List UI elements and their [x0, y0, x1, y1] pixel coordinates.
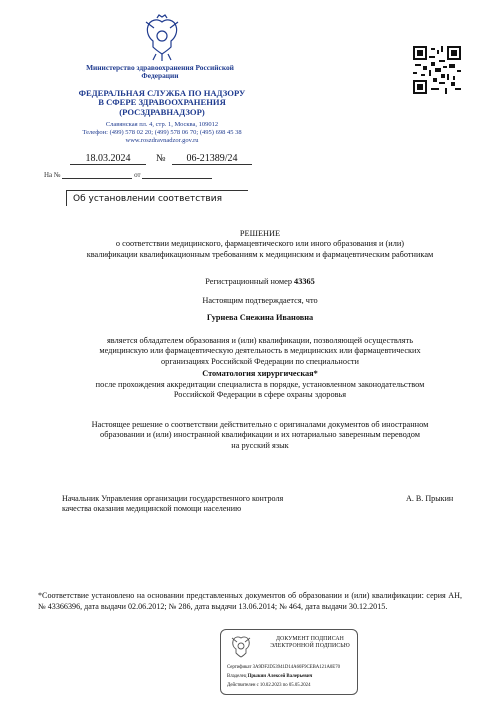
- holder-line2: медицинскую или фармацевтическую деятельность в медицинских или фармацевтических: [99, 346, 421, 356]
- stamp-title-line2: ЭЛЕКТРОННОЙ ПОДПИСЬЮ: [270, 643, 350, 649]
- holder-line1: является обладателем образования и (или) квалификации, позволяющей осуществлять: [106, 336, 414, 345]
- from-label: от: [134, 171, 141, 179]
- owner-value: Прыкин Алексей Валерьевич: [247, 674, 313, 679]
- cert-label: Сертификат: [227, 665, 252, 670]
- reg-label: Регистрационный номер: [205, 277, 292, 286]
- ministry-name: Министерство здравоохранения Российской Федерации: [86, 63, 234, 81]
- e-signature-stamp: [220, 629, 358, 695]
- reference-row: [44, 170, 212, 179]
- ref-number-blank: [62, 170, 132, 179]
- phones: Телефон: (499) 578 02 20; (499) 578 06 70; (495) 698 45 38: [82, 128, 242, 136]
- address: Славянская пл. 4, стр. 1, Москва, 109012: [105, 121, 219, 128]
- specialty: Стоматология хирургическая*: [202, 369, 318, 378]
- coat-of-arms-emblem: [140, 14, 184, 64]
- stamp-validity: Действителен с 10.02.2023 по 05.05.2024: [227, 683, 311, 688]
- decision-title: РЕШЕНИЕ: [239, 229, 281, 238]
- holder-line3: организациях Российской Федерации по специальности: [161, 356, 359, 366]
- accreditation-text: [50, 380, 470, 401]
- document-number: [172, 153, 252, 165]
- cert-value: 3A9DF2D53941D14A60F9CEBA121A0E70: [252, 665, 341, 670]
- service-name: [52, 89, 272, 117]
- accr-line2: Российской Федерации в сфере охраны здоровья: [173, 390, 347, 400]
- date-value: 18.03.2024: [70, 153, 146, 165]
- person-name: Гурнева Снежина Ивановна: [206, 313, 314, 322]
- number-value: 06-21389/24: [172, 153, 252, 165]
- document-subject: Об установлении соответствия: [66, 190, 248, 206]
- decision-line2: квалификации квалификационным требованиям к медицинским и фармацевтическим работникам: [86, 249, 434, 259]
- contact-block: [52, 121, 272, 144]
- owner-label: Владелец: [227, 674, 247, 679]
- decision-line1: о соответствии медицинского, фармацевтического или иного образования и (или): [115, 239, 405, 249]
- service-line1: ФЕДЕРАЛЬНАЯ СЛУЖБА ПО НАДЗОРУ: [78, 88, 246, 98]
- validity-text: [50, 420, 470, 451]
- document-date: [70, 153, 146, 165]
- from-date-blank: [142, 170, 212, 179]
- decision-heading: [50, 229, 470, 260]
- qr-code: [413, 46, 461, 94]
- stamp-title: [265, 636, 355, 650]
- valid-line3: на русский язык: [231, 440, 289, 450]
- signer-position-line1: Начальник Управления организации государственного контроля: [62, 494, 284, 503]
- signer-name: А. В. Прыкин: [406, 494, 454, 503]
- service-line3: (РОСЗДРАВНАДЗОР): [119, 106, 205, 117]
- service-line2: В СФЕРЕ ЗДРАВООХРАНЕНИЯ: [98, 97, 226, 108]
- stamp-certificate: [227, 665, 340, 670]
- stamp-emblem-icon: [229, 634, 253, 660]
- accr-line1: после прохождения аккредитации специалиста в порядке, установленном законодательством: [95, 380, 425, 389]
- signer-position: [62, 494, 352, 515]
- stamp-owner: [227, 674, 312, 679]
- stamp-title-line1: ДОКУМЕНТ ПОДПИСАН: [276, 636, 344, 642]
- valid-line2: образовании и (или) иностранной квалификации и их нотариально заверенным переводом: [100, 430, 420, 440]
- registration-number: [50, 277, 470, 287]
- footnote: *Соответствие установлено на основании представленных документов об образовании и (или) квалификации: серия АН, № 43366396, дата выдачи 02.06.2012; № 286, дата выдачи 13.06.2014; № 464, дата выдачи 30.12.2015.: [38, 591, 462, 611]
- website: www.roszdravnadzor.gov.ru: [125, 136, 199, 144]
- ref-label: На №: [44, 171, 61, 179]
- valid-line1: Настоящее решение о соответствии действительно с оригиналами документов об иностранном: [91, 420, 429, 429]
- holder-text: [50, 336, 470, 367]
- number-label: №: [156, 153, 166, 164]
- signer-position-line2: качества оказания медицинской помощи населению: [62, 504, 242, 514]
- reg-number: 43365: [294, 277, 315, 286]
- confirm-text: Настоящим подтверждается, что: [202, 296, 318, 305]
